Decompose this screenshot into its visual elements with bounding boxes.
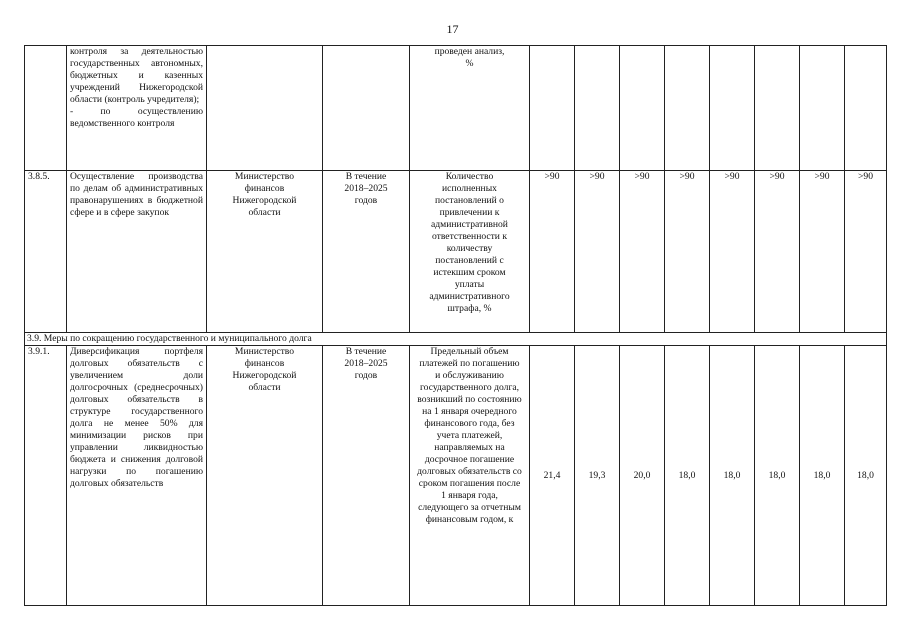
value-cell: 19,3 [575, 346, 620, 606]
section-heading: 3.9. Меры по сокращению государственного и муниципального долга [25, 333, 887, 346]
measure-description [67, 46, 207, 171]
row-number [25, 46, 67, 171]
executor: Министерство финансов Нижегородской области [207, 346, 323, 606]
value-cell: >90 [575, 171, 620, 333]
section-row [25, 333, 887, 346]
indicator: Предельный объем платежей по погашению и обслуживанию государственного долга, возникший по состоянию на 1 января очередного финансового года, без учета платежей, направляемых на досрочное погашение долговых обязательств со сроком погашения после 1 января года, следующего за отчетным финансовым годом, к [410, 346, 530, 606]
value-cell: 18,0 [710, 346, 755, 606]
value-cell [575, 46, 620, 171]
indicator: проведен анализ, % [410, 46, 530, 171]
value-cell: 18,0 [845, 346, 887, 606]
table-row [25, 346, 887, 606]
table-row [25, 171, 887, 333]
term: В течение 2018–2025 годов [323, 171, 410, 333]
description-text: контроля за деятельностью государственных автономных, бюджетных и казенных учреждений Нижегородской области (контроль учредителя); - по осуществлению ведомственного контроля [70, 46, 203, 129]
value-cell [620, 46, 665, 171]
table-row [25, 46, 887, 171]
executor: Министерство финансов Нижегородской области [207, 171, 323, 333]
measure-description: Осуществление производства по делам об административных правонарушениях в бюджетной сфере и в сфере закупок [67, 171, 207, 333]
row-number: 3.8.5. [25, 171, 67, 333]
value-cell: 20,0 [620, 346, 665, 606]
value-cell: 18,0 [665, 346, 710, 606]
measures-table [24, 45, 887, 606]
value-cell: >90 [755, 171, 800, 333]
term: В течение 2018–2025 годов [323, 346, 410, 606]
value-cell: >90 [620, 171, 665, 333]
measure-description: Диверсификация портфеля долговых обязательств с увеличением доли долгосрочных (среднесрочных) долговых обязательств в структуре государственного долга не менее 50% для минимизации рисков при управлении ликвидностью бюджета и снижения долговой нагрузки по погашению долговых обязательств [67, 346, 207, 606]
page-number: 17 [446, 22, 459, 36]
value-cell: >90 [530, 171, 575, 333]
value-cell: >90 [800, 171, 845, 333]
term [323, 46, 410, 171]
value-cell: 18,0 [755, 346, 800, 606]
value-cell: >90 [665, 171, 710, 333]
value-cell: 21,4 [530, 346, 575, 606]
value-cell: >90 [845, 171, 887, 333]
value-cell [755, 46, 800, 171]
value-cell [665, 46, 710, 171]
value-cell [530, 46, 575, 171]
row-number: 3.9.1. [25, 346, 67, 606]
value-cell [800, 46, 845, 171]
value-cell: >90 [710, 171, 755, 333]
value-cell: 18,0 [800, 346, 845, 606]
value-cell [845, 46, 887, 171]
value-cell [710, 46, 755, 171]
indicator: Количество исполненных постановлений о привлечении к административной ответственности к количеству постановлений с истекшим сроком уплаты административного штрафа, % [410, 171, 530, 333]
executor [207, 46, 323, 171]
